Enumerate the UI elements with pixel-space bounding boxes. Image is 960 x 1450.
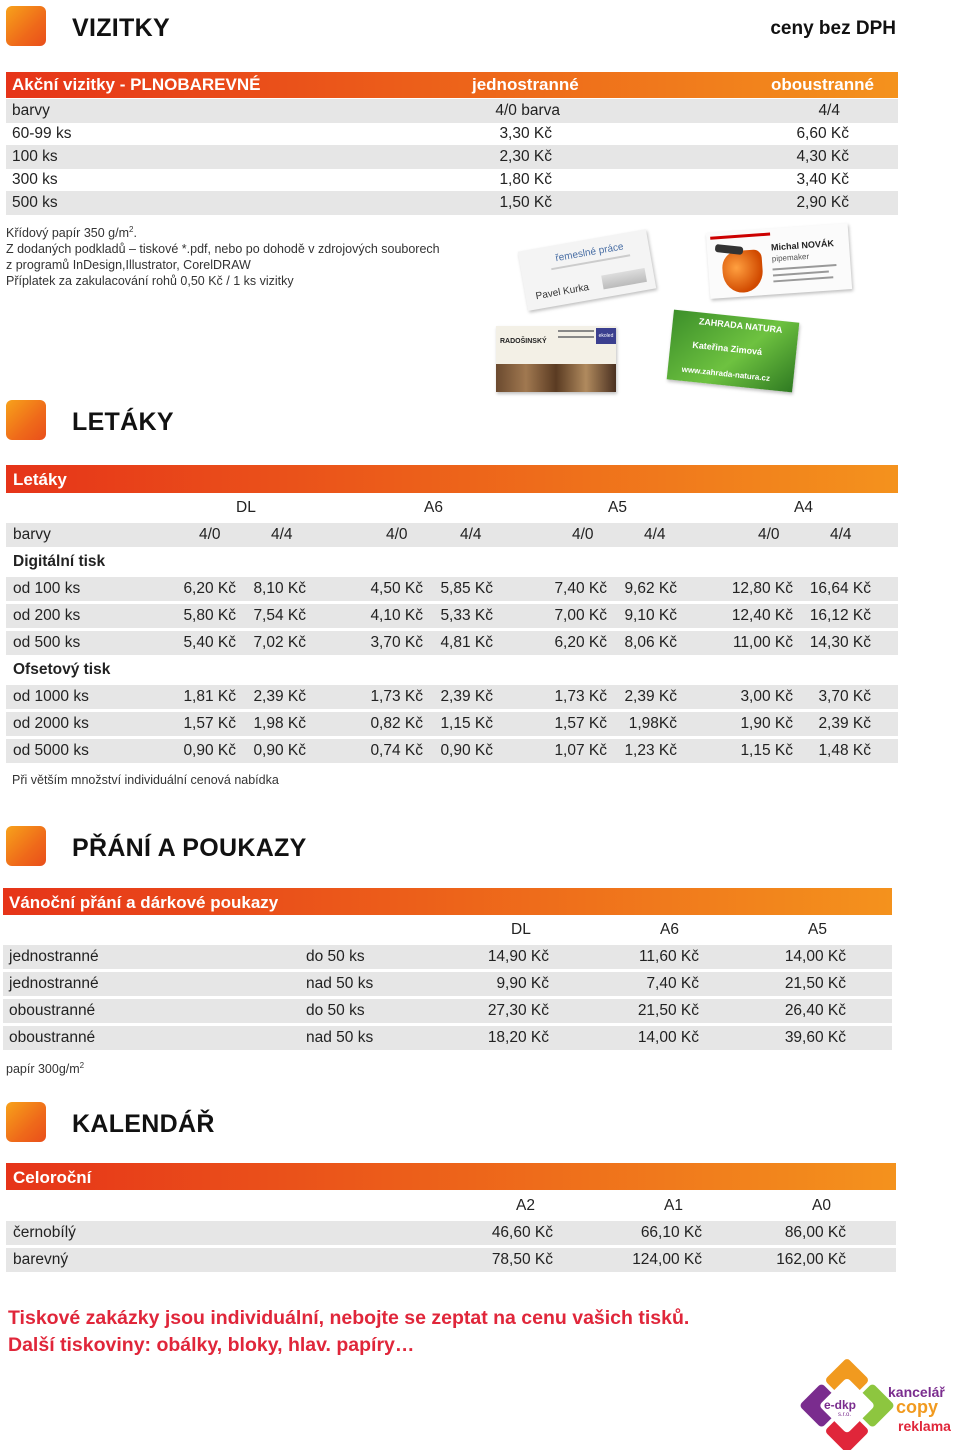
price-cell: 7,54 Kč	[253, 607, 306, 624]
price-cell: 14,00 Kč	[637, 1029, 699, 1046]
price-cell: 46,60 Kč	[491, 1224, 553, 1241]
tagline-line1: Tiskové zakázky jsou individuální, nebojte se zeptat na cenu vašich tisků.	[8, 1307, 690, 1329]
price-cell: 3,00 Kč	[740, 688, 793, 705]
price-cell: 66,10 Kč	[640, 1224, 702, 1241]
row-label: 100 ks	[12, 148, 58, 165]
letaky-note: Při větším množství individuální cenová nabídka	[12, 773, 279, 787]
print-type: jednostranné	[9, 948, 99, 965]
price-two-sided: 3,40 Kč	[796, 171, 849, 188]
price-cell: 2,39 Kč	[253, 688, 306, 705]
footer-tagline	[8, 1305, 689, 1359]
card-name: Pavel Kurka	[534, 282, 590, 303]
color-spec: 4/0	[199, 526, 221, 543]
letaky-table-header	[6, 465, 898, 493]
section-title-kalendar: KALENDÁŘ	[72, 1110, 215, 1138]
table-row	[6, 99, 898, 123]
price-cell: 0,90 Kč	[253, 742, 306, 759]
row-label: barvy	[13, 526, 51, 543]
price-cell: 7,40 Kč	[554, 580, 607, 597]
price-cell: 1,73 Kč	[554, 688, 607, 705]
logo-edkp: e-dkp	[824, 1398, 857, 1412]
price-cell: 12,80 Kč	[731, 580, 793, 597]
section-icon-letaky	[6, 400, 46, 440]
price-cell: 4,50 Kč	[370, 580, 423, 597]
price-note: ceny bez DPH	[770, 18, 896, 39]
table-row	[6, 712, 898, 736]
section-icon-kalendar	[6, 1102, 46, 1142]
price-cell: 39,60 Kč	[784, 1029, 846, 1046]
price-cell: 1,57 Kč	[183, 715, 236, 732]
subheader-row	[6, 658, 898, 682]
price-cell: 7,02 Kč	[253, 634, 306, 651]
row-label: 500 ks	[12, 194, 58, 211]
price-cell: 2,39 Kč	[440, 688, 493, 705]
logo-kancelar: kancelář	[888, 1384, 945, 1400]
price-cell: 16,12 Kč	[809, 607, 871, 624]
quantity: nad 50 ks	[306, 1029, 374, 1046]
table-row	[6, 631, 898, 655]
price-cell: 6,20 Kč	[183, 580, 236, 597]
table-row	[3, 1026, 892, 1050]
table-row	[3, 972, 892, 996]
format-a2: A2	[516, 1197, 535, 1214]
section-title-vizitky: VIZITKY	[72, 14, 170, 42]
print-type: jednostranné	[9, 975, 99, 992]
row-label: od 2000 ks	[13, 715, 89, 732]
corner-note: Příplatek za zakulacování rohů 0,50 Kč / 1 ks vizitky	[6, 274, 294, 289]
row-label: od 500 ks	[13, 634, 81, 651]
price-one-sided: 4/0 barva	[495, 102, 560, 119]
sample-card-pipemaker	[706, 223, 852, 299]
price-cell: 16,64 Kč	[809, 580, 871, 597]
logo-copy: copy	[896, 1397, 939, 1417]
price-cell: 26,40 Kč	[784, 1002, 846, 1019]
price-cell: 5,33 Kč	[440, 607, 493, 624]
price-cell: 2,39 Kč	[624, 688, 677, 705]
logo-edkp-sub: s.r.o.	[838, 1412, 852, 1418]
price-cell: 14,30 Kč	[809, 634, 871, 651]
row-label: černobílý	[13, 1224, 76, 1241]
card-role: pipemaker	[771, 251, 810, 264]
vizitky-col-one: jednostranné	[472, 75, 579, 94]
price-cell: 14,90 Kč	[487, 948, 549, 965]
row-label: 60-99 ks	[12, 125, 72, 142]
format-dl: DL	[511, 921, 531, 938]
price-cell: 1,57 Kč	[554, 715, 607, 732]
price-cell: 27,30 Kč	[487, 1002, 549, 1019]
price-cell: 1,81 Kč	[183, 688, 236, 705]
prani-table-header	[3, 888, 892, 915]
format-a0: A0	[812, 1197, 831, 1214]
prani-format-row	[3, 918, 892, 942]
price-two-sided: 4/4	[818, 102, 840, 119]
format-a6: A6	[660, 921, 679, 938]
kalendar-format-row	[6, 1194, 896, 1218]
table-row	[6, 523, 898, 547]
card-title: řemeslné práce	[554, 241, 625, 265]
price-cell: 1,15 Kč	[440, 715, 493, 732]
price-cell: 0,90 Kč	[183, 742, 236, 759]
price-one-sided: 2,30 Kč	[499, 148, 552, 165]
table-row	[3, 999, 892, 1023]
print-type: oboustranné	[9, 1002, 96, 1019]
price-cell: 5,80 Kč	[183, 607, 236, 624]
source-note: Z dodaných podkladů – tiskové *.pdf, nebo po dohodě v zdrojových souborech	[6, 242, 440, 257]
sample-card-radosinsky	[496, 326, 616, 392]
price-cell: 0,74 Kč	[370, 742, 423, 759]
price-cell: 0,82 Kč	[370, 715, 423, 732]
format-a5: A5	[808, 921, 827, 938]
card-name: Michal NOVÁK	[770, 238, 835, 253]
quantity: do 50 ks	[306, 1002, 365, 1019]
price-cell: 8,10 Kč	[253, 580, 306, 597]
color-spec: 4/4	[271, 526, 293, 543]
color-spec: 4/4	[830, 526, 852, 543]
color-spec: 4/0	[758, 526, 780, 543]
price-one-sided: 3,30 Kč	[499, 125, 552, 142]
table-row	[6, 122, 898, 146]
format-a1: A1	[664, 1197, 683, 1214]
print-type: oboustranné	[9, 1029, 96, 1046]
price-two-sided: 6,60 Kč	[796, 125, 849, 142]
row-label: od 1000 ks	[13, 688, 89, 705]
card-brand: ekoled	[596, 328, 616, 344]
price-cell: 7,00 Kč	[554, 607, 607, 624]
table-row	[6, 145, 898, 169]
color-spec: 4/4	[460, 526, 482, 543]
price-cell: 18,20 Kč	[487, 1029, 549, 1046]
subheader-label: Ofsetový tisk	[13, 661, 111, 678]
price-cell: 11,00 Kč	[732, 634, 793, 651]
price-cell: 78,50 Kč	[491, 1251, 553, 1268]
format-a6: A6	[424, 499, 443, 516]
sample-card-remeslne-prace	[518, 229, 656, 311]
row-label: barvy	[12, 102, 50, 119]
price-cell: 1,98Kč	[628, 715, 677, 732]
letaky-format-row	[6, 496, 898, 520]
price-cell: 124,00 Kč	[632, 1251, 702, 1268]
table-row	[6, 191, 898, 215]
price-cell: 12,40 Kč	[731, 607, 793, 624]
card-name: Kateřina Zimová	[691, 339, 763, 358]
price-cell: 1,48 Kč	[818, 742, 871, 759]
prani-bar-label: Vánoční přání a dárkové poukazy	[9, 893, 279, 912]
quantity: nad 50 ks	[306, 975, 374, 992]
row-label: 300 ks	[12, 171, 58, 188]
row-label: od 100 ks	[13, 580, 81, 597]
price-two-sided: 2,90 Kč	[796, 194, 849, 211]
price-cell: 4,10 Kč	[370, 607, 423, 624]
table-row	[6, 1248, 896, 1272]
company-logo	[808, 1366, 956, 1444]
price-cell: 1,15 Kč	[740, 742, 793, 759]
sample-card-zahrada-natura	[667, 310, 800, 393]
price-one-sided: 1,80 Kč	[499, 171, 552, 188]
subheader-row	[6, 550, 898, 574]
price-cell: 7,40 Kč	[646, 975, 699, 992]
price-cell: 21,50 Kč	[637, 1002, 699, 1019]
color-spec: 4/4	[644, 526, 666, 543]
letaky-bar-label: Letáky	[13, 470, 67, 489]
table-row	[6, 168, 898, 192]
prani-note: papír $300g/m^2$	[6, 1061, 85, 1077]
format-dl: DL	[236, 499, 256, 516]
table-row	[6, 739, 898, 763]
section-icon-vizitky	[6, 6, 46, 46]
price-cell: 6,20 Kč	[554, 634, 607, 651]
price-cell: 1,73 Kč	[370, 688, 423, 705]
card-url: www.zahrada-natura.cz	[681, 364, 771, 383]
row-label: od 5000 ks	[13, 742, 89, 759]
price-one-sided: 1,50 Kč	[499, 194, 552, 211]
paper-note: Křídový papír 350 $g/m^2$.	[6, 225, 137, 241]
price-two-sided: 4,30 Kč	[796, 148, 849, 165]
price-cell: 1,23 Kč	[624, 742, 677, 759]
vizitky-col-two: oboustranné	[771, 75, 874, 94]
row-label: barevný	[13, 1251, 69, 1268]
section-title-letaky: LETÁKY	[72, 408, 174, 436]
table-row	[6, 577, 898, 601]
price-cell: 5,85 Kč	[440, 580, 493, 597]
price-cell: 5,40 Kč	[183, 634, 236, 651]
price-cell: 162,00 Kč	[776, 1251, 846, 1268]
vizitky-notes	[6, 222, 440, 289]
card-name: RADOŠINSKÝ	[500, 338, 547, 345]
table-row	[6, 604, 898, 628]
row-label: od 200 ks	[13, 607, 81, 624]
price-cell: 14,00 Kč	[784, 948, 846, 965]
price-cell: 3,70 Kč	[370, 634, 423, 651]
price-cell: 0,90 Kč	[440, 742, 493, 759]
subheader-label: Digitální tisk	[13, 553, 106, 570]
price-cell: 9,10 Kč	[624, 607, 677, 624]
format-a5: A5	[608, 499, 627, 516]
price-cell: 86,00 Kč	[784, 1224, 846, 1241]
kalendar-table-header	[6, 1163, 896, 1190]
section-title-prani: PŘÁNÍ A POUKAZY	[72, 834, 307, 862]
price-cell: 2,39 Kč	[818, 715, 871, 732]
price-cell: 1,98 Kč	[253, 715, 306, 732]
vizitky-bar-label: Akční vizitky - PLNOBAREVNÉ	[12, 75, 261, 94]
price-cell: 4,81 Kč	[440, 634, 493, 651]
color-spec: 4/0	[572, 526, 594, 543]
programs-note: z programů InDesign,Illustrator, CorelDRAW	[6, 258, 251, 273]
table-row	[3, 945, 892, 969]
price-cell: 21,50 Kč	[784, 975, 846, 992]
price-cell: 9,62 Kč	[624, 580, 677, 597]
price-cell: 3,70 Kč	[818, 688, 871, 705]
price-cell: 1,90 Kč	[740, 715, 793, 732]
quantity: do 50 ks	[306, 948, 365, 965]
color-spec: 4/0	[386, 526, 408, 543]
format-a4: A4	[794, 499, 813, 516]
price-cell: 9,90 Kč	[496, 975, 549, 992]
price-cell: 8,06 Kč	[624, 634, 677, 651]
logo-reklama: reklama	[898, 1418, 951, 1434]
price-cell: 11,60 Kč	[638, 948, 699, 965]
price-cell: 1,07 Kč	[554, 742, 607, 759]
section-icon-prani	[6, 826, 46, 866]
vizitky-table-header	[6, 72, 898, 98]
table-row	[6, 685, 898, 709]
card-title: ZAHRADA NATURA	[698, 316, 783, 336]
kalendar-bar-label: Celoroční	[13, 1168, 92, 1187]
table-row	[6, 1221, 896, 1245]
tagline-line2: Další tiskoviny: obálky, bloky, hlav. papíry…	[8, 1334, 415, 1356]
